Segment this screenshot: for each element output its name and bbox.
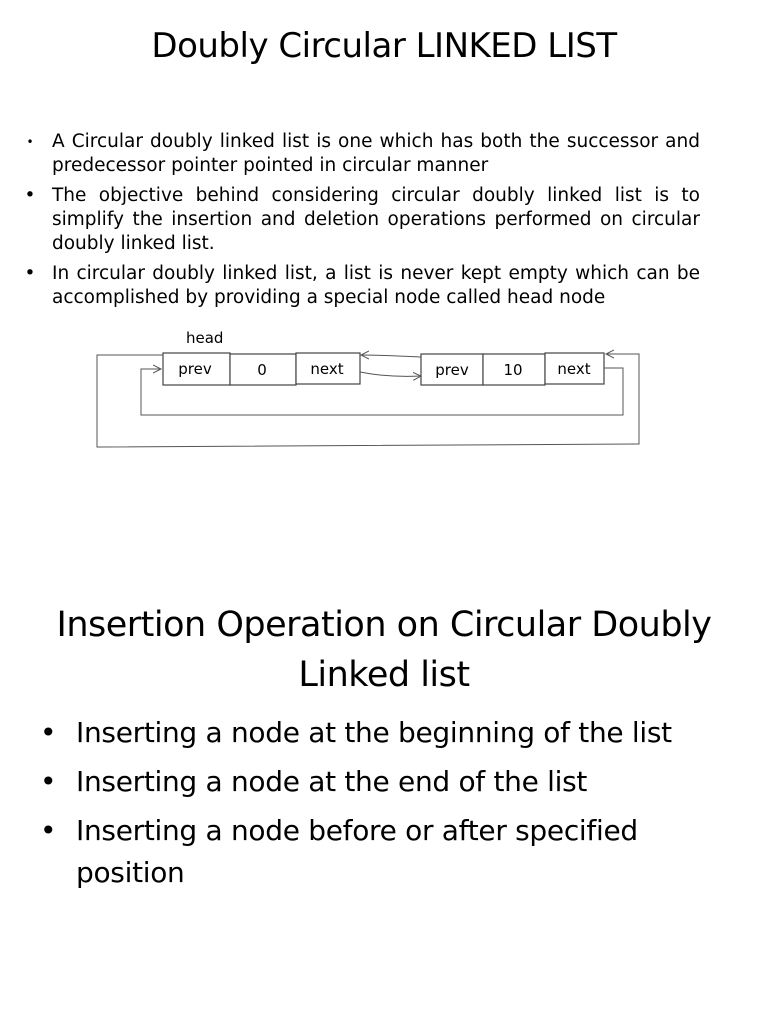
bullet-icon: • — [24, 185, 36, 206]
node-data-value: 0 — [257, 361, 267, 379]
bullet-text: Inserting a node at the beginning of the list — [76, 716, 672, 749]
bullet-text: The objective behind considering circular doubly linked list is to simplify the insertion and deletion operations performed on circular doubly linked list. — [52, 185, 700, 254]
node-prev-label: prev — [435, 361, 469, 379]
slide-2 — [0, 512, 768, 1024]
bullet-item — [40, 761, 720, 803]
next-pointer-arrow — [360, 372, 421, 376]
slide-title: Doubly Circular LINKED LIST — [151, 26, 617, 66]
bullet-text: Inserting a node before or after specified position — [76, 814, 638, 889]
bullet-item — [40, 810, 720, 894]
list-node-head — [163, 353, 360, 385]
node-prev-label: prev — [178, 360, 212, 378]
bullet-item — [40, 712, 720, 754]
node-next-label: next — [557, 360, 591, 378]
bullet-icon: • — [26, 135, 34, 149]
head-label: head — [186, 329, 224, 347]
bullet-text: Inserting a node at the end of the list — [76, 765, 588, 798]
list-node — [421, 353, 604, 385]
prev-pointer-arrow — [361, 355, 421, 357]
node-next-label: next — [310, 360, 344, 378]
slide-title: Insertion Operation on Circular Doubly Linked list — [56, 605, 712, 695]
bullet-icon: • — [40, 716, 57, 749]
bullet-list — [40, 712, 720, 901]
bullet-text: A Circular doubly linked list is one which has both the successor and predecessor pointer pointed in circular manner — [52, 131, 700, 176]
bullet-text: In circular doubly linked list, a list is never kept empty which can be accomplished by providing a special node called head node — [52, 263, 700, 308]
node-data-value: 10 — [503, 361, 523, 379]
bullet-icon: • — [40, 814, 57, 847]
bullet-icon: • — [40, 765, 57, 798]
bullet-icon: • — [24, 263, 36, 284]
